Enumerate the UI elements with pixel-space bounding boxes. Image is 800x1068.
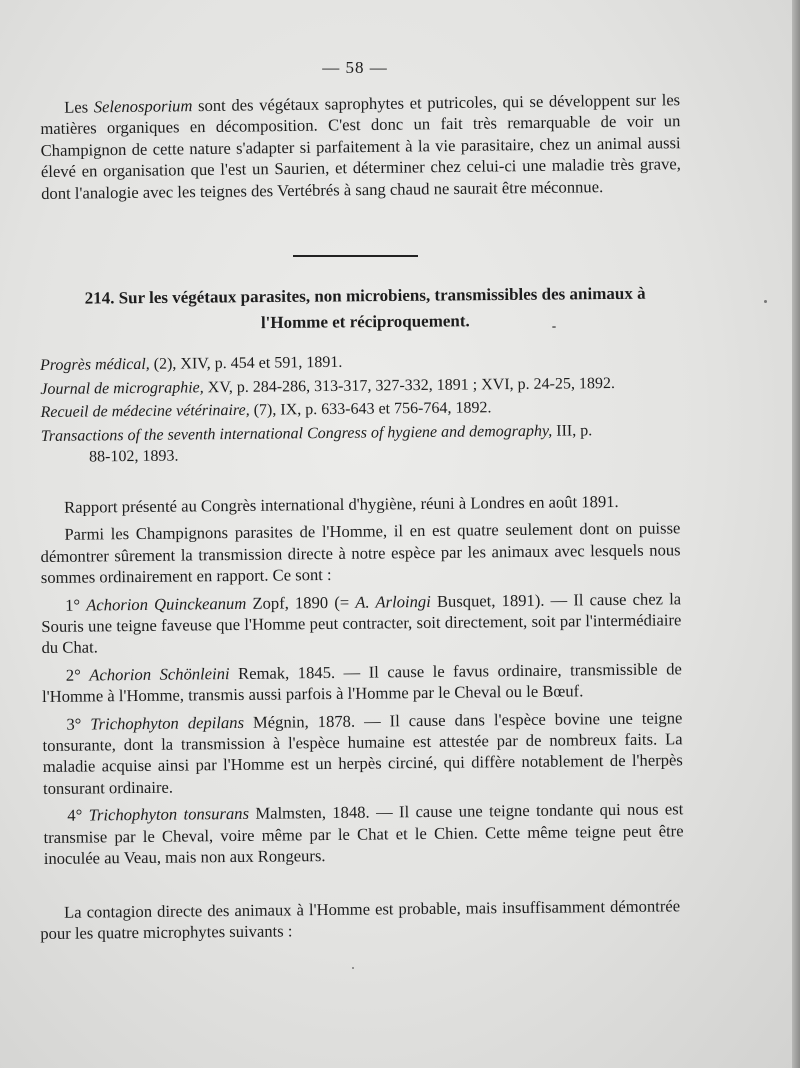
reference-item xyxy=(41,419,681,468)
reference-details: (2), XIV, p. 454 et 591, 1891. xyxy=(149,353,343,373)
list-number: 2° xyxy=(65,665,90,685)
intro-paragraph-block xyxy=(40,89,681,204)
reference-journal: Journal de micrographie, xyxy=(40,378,204,398)
list-item-3 xyxy=(42,707,683,799)
page-number: — 58 — xyxy=(322,58,388,77)
reference-list xyxy=(40,348,681,470)
section-heading-line-2: l'Homme et réciproquement. xyxy=(260,311,470,333)
paragraph-parmi: Parmi les Champignons parasites de l'Homme, il en est quatre seulement dont on puisse démontrer sûrement la transmission directe à notre espèce par les animaux avec lesquels nous sommes ordinairement en rapport. Ce sont : xyxy=(40,518,681,588)
species-name: Trichophyton tonsurans xyxy=(88,804,250,825)
reference-details: XV, p. 284-286, 313-317, 327-332, 1891 ; XVI, p. 24-25, 1892. xyxy=(203,374,616,396)
text-run: Malmsten, 1848. — Il cause une teigne tondante qui nous est transmise par le Cheval, voire même par le Chat et le Chien. Cette même teigne peut être inoculée au Veau, mais non aux Rongeurs. xyxy=(43,799,684,869)
text-run: Zopf, 1890 (= xyxy=(246,592,356,613)
text-run: Busquet, 1891). — Il cause chez la Souris une teigne faveuse que l'Homme peut contracter, soit directement, soit par l'intermédiaire du Chat. xyxy=(41,588,682,658)
intro-paragraph xyxy=(40,89,681,204)
list-item-2 xyxy=(42,658,682,708)
paragraph-rapport: Rapport présenté au Congrès international d'hygiène, réuni à Londres en août 1891. xyxy=(64,491,619,517)
text-run: Mégnin, 1878. — Il cause dans l'espèce bovine une teigne tonsurante, dont la transmission à l'espèce humaine est attestée par de nombreux faits. La maladie acquise ainsi par l'Homme est un herpès circiné, qui diffère notablement de l'herpès tonsurant ordinaire. xyxy=(42,707,683,798)
list-item-4 xyxy=(43,799,684,870)
paragraph-contagion: La contagion directe des animaux à l'Homme est probable, mais insuffisamment démontrée pour les quatre microphytes suivants : xyxy=(40,896,681,944)
closing-text xyxy=(40,895,680,945)
section-heading xyxy=(40,280,690,338)
body-text xyxy=(40,490,684,875)
species-name: Achorion Quinckeanum xyxy=(86,593,247,615)
reference-continuation: 88-102, 1893. xyxy=(88,447,179,465)
section-divider xyxy=(293,255,418,257)
reference-details: (7), IX, p. 633-643 et 756-764, 1892. xyxy=(249,399,492,419)
species-name: Trichophyton depilans xyxy=(90,712,245,734)
text-run: sont des végétaux saprophytes et putricoles, qui se développent sur les matières organiques en décomposition. C'est donc un fait très remarquable de voir un Champignon de cette nature s'adapter si parfaitement à la vie parasitaire, chez un animal aussi élevé en organisation que l'est un Saurien, et déterminer chez celui-ci une maladie très grave, dont l'analogie avec les teignes des Vertébrés à sang chaud ne saurait être méconnue. xyxy=(40,90,681,203)
list-number: 1° xyxy=(65,595,87,615)
section-heading-line-1: 214. Sur les végétaux parasites, non microbiens, transmissibles des animaux à xyxy=(84,283,646,308)
reference-details: III, p. xyxy=(552,421,593,440)
list-item-1 xyxy=(41,588,682,659)
text-run: Remak, 1845. — Il cause le favus ordinaire, transmissible de l'Homme à l'Homme, transmis aussi parfois à l'Homme par le Cheval ou le Bœuf. xyxy=(41,659,682,707)
reference-journal: Transactions of the seventh international Congress of hygiene and demography, xyxy=(40,422,553,445)
list-number: 4° xyxy=(67,805,89,826)
paper-speck xyxy=(552,326,556,328)
synonym-name: A. Arloingi xyxy=(355,591,431,612)
species-name: Achorion Schönleini xyxy=(89,663,230,685)
paper-speck xyxy=(352,967,354,969)
reference-journal: Recueil de médecine vétérinaire, xyxy=(40,401,250,421)
text-run: Les xyxy=(64,97,94,117)
list-number: 3° xyxy=(66,714,91,734)
genus-name: Selenosporium xyxy=(93,96,193,117)
reference-journal: Progrès médical, xyxy=(40,355,150,374)
page-edge-shadow xyxy=(792,0,800,1068)
paper-speck xyxy=(764,300,767,303)
